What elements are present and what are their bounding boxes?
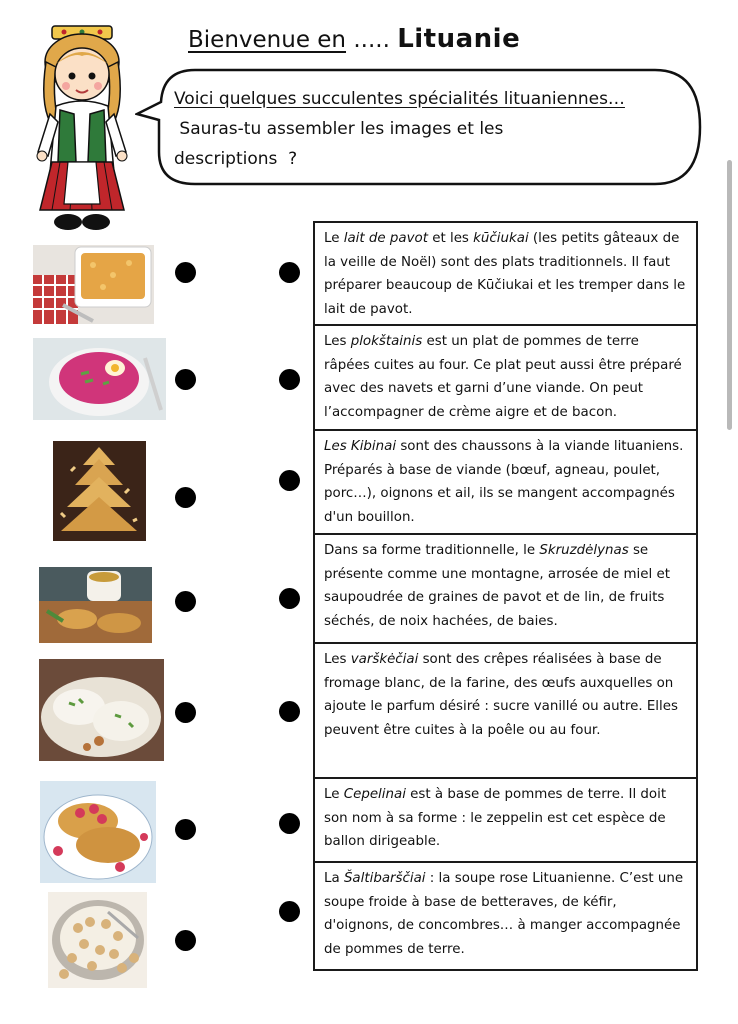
description-box-4: [313, 533, 698, 644]
kuciukai-casserole-image: [33, 245, 154, 324]
description-italic-term: plokštainis: [350, 334, 423, 349]
description-text: est un plat de pommes de terre râpées cuites au four. Ce plat peut aussi être préparé avec des navets et garni d’une viande. On peut l’accompagner de crème aigre et de bacon.: [324, 334, 682, 420]
description-dot-1[interactable]: [279, 262, 300, 283]
description-box-1: [313, 221, 698, 326]
vertical-scrollbar[interactable]: [727, 160, 732, 430]
description-text: (les petits gâteaux de la veille de Noël) sont des plats traditionnels. Il faut préparer beaucoup de Kūčiukai et les tremper dans le lait de pavot.: [324, 231, 686, 317]
description-box-2: [313, 324, 698, 431]
description-dot-5[interactable]: [279, 701, 300, 722]
description-text: Le: [324, 787, 344, 802]
title-lead: Bienvenue en: [188, 27, 347, 53]
description-box-3: [313, 429, 698, 535]
description-italic-term: kūčiukai: [473, 231, 529, 246]
description-text: sont des chaussons à la viande lituaniens. Préparés à base de viande (bœuf, agneau, poulet, porc…), oignons et ail, ils se mangent accompagnés d'un bouillon.: [324, 439, 684, 525]
description-dot-4[interactable]: [279, 588, 300, 609]
description-text: Les: [324, 334, 351, 349]
page-title: [188, 24, 520, 54]
image-dot-7[interactable]: [175, 930, 196, 951]
image-dot-4[interactable]: [175, 591, 196, 612]
description-text: La: [324, 871, 344, 886]
description-dot-7[interactable]: [279, 901, 300, 922]
description-italic-term: Les Kibinai: [324, 439, 397, 454]
description-italic-term: Skruzdėlynas: [539, 543, 629, 558]
saltibarsciai-pink-soup-image: [33, 338, 166, 420]
description-italic-term: Cepelinai: [343, 787, 406, 802]
description-text: se présente comme une montagne, arrosée de miel et saupoudrée de graines de pavot et de lin, de fruits séchés, de noix hachées, de baies.: [324, 543, 670, 629]
description-text: Dans sa forme traditionnelle, le: [324, 543, 540, 558]
description-text: sont des crêpes réalisées à base de fromage blanc, de la farine, des œufs auxquelles on ajoute le parfum désiré : sucre vanillé ou autre. Elles peuvent être cuites à la poêle ou au four.: [324, 652, 678, 738]
description-italic-term: Šaltibarščiai: [343, 871, 426, 886]
bubble-text: [174, 84, 694, 174]
pancakes-berries-image: [40, 781, 156, 883]
description-text: : la soupe rose Lituanienne. C’est une soupe froide à base de betteraves, de kéfir, d'oignons, de concombres… à manger accompagnée de pommes de terre.: [324, 871, 684, 957]
image-dot-3[interactable]: [175, 487, 196, 508]
image-dot-2[interactable]: [175, 369, 196, 390]
description-dot-2[interactable]: [279, 369, 300, 390]
description-text: Les: [324, 652, 351, 667]
description-text: est à base de pommes de terre. Il doit son nom à sa forme : le zeppelin est cet espèce de ballon dirigeable.: [324, 787, 667, 850]
description-italic-term: lait de pavot: [343, 231, 428, 246]
image-dot-6[interactable]: [175, 819, 196, 840]
bubble-line-3: descriptions ?: [174, 149, 298, 169]
lithuanian-girl-illustration: [30, 22, 135, 234]
poppy-milk-kuciukai-bowl-image: [48, 892, 147, 988]
description-dot-6[interactable]: [279, 813, 300, 834]
bubble-line-1: Voici quelques succulentes spécialités lituaniennes…: [174, 89, 625, 109]
kibinai-pastry-image: [39, 567, 152, 643]
title-country: Lituanie: [397, 24, 521, 54]
title-dots: .....: [353, 27, 390, 53]
image-dot-5[interactable]: [175, 702, 196, 723]
description-italic-term: varškėčiai: [350, 652, 419, 667]
description-text: et les: [427, 231, 474, 246]
description-box-6: [313, 777, 698, 863]
description-box-5: [313, 642, 698, 779]
bubble-line-2: Sauras-tu assembler les images et les: [174, 119, 504, 139]
image-dot-1[interactable]: [175, 262, 196, 283]
description-box-7: [313, 861, 698, 971]
description-dot-3[interactable]: [279, 470, 300, 491]
sakotis-tree-cake-image: [53, 441, 146, 541]
description-text: Le: [324, 231, 344, 246]
cepelinai-dumplings-image: [39, 659, 164, 761]
